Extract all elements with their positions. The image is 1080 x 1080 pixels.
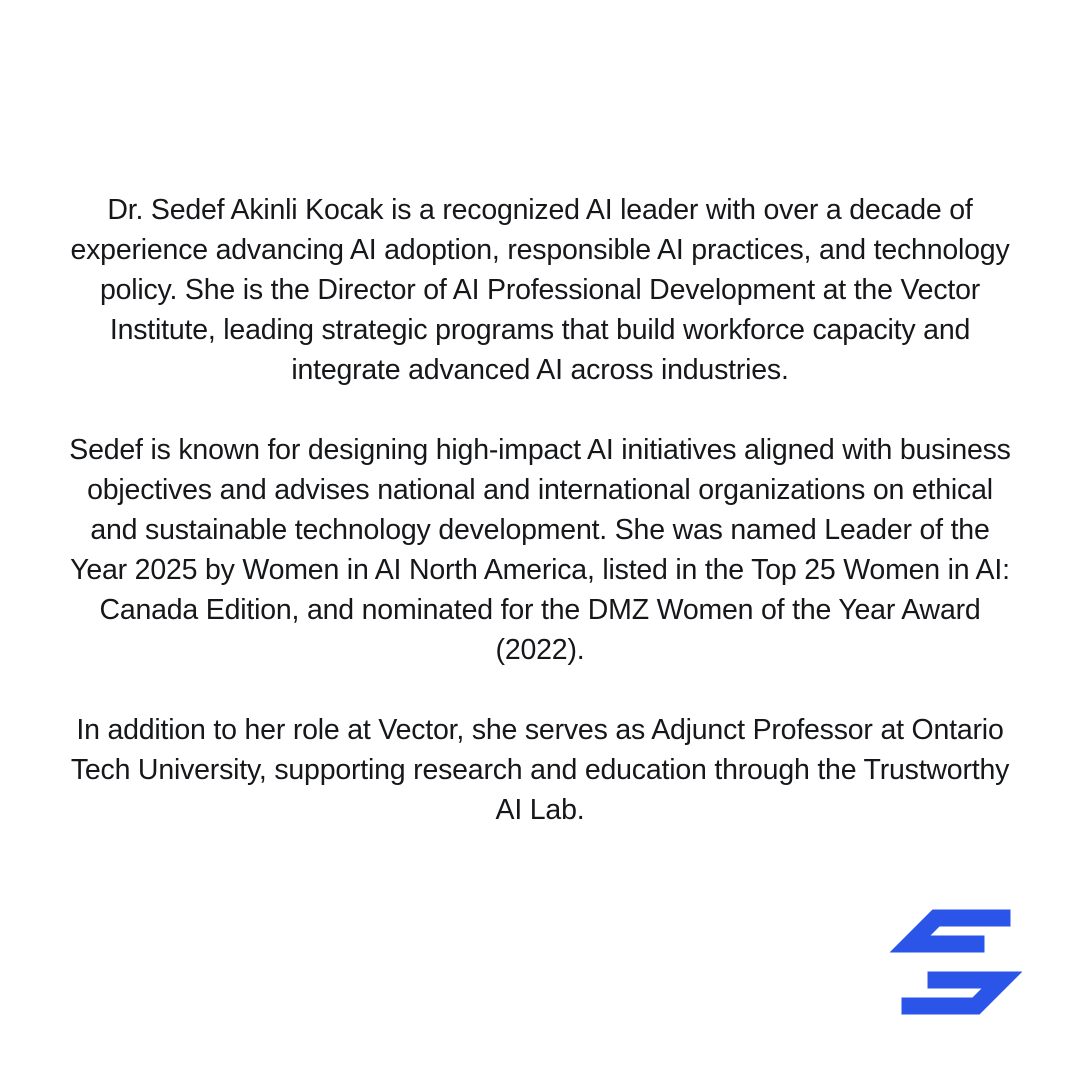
bio-paragraph-3: In addition to her role at Vector, she serves as Adjunct Professor at Ontario Tech University, supporting research and education through the Trustworthy AI Lab. bbox=[70, 714, 1010, 826]
s-monogram-logo bbox=[890, 896, 1022, 1028]
bio-paragraph-2: Sedef is known for designing high-impact AI initiatives aligned with business objectives and advises national and international organizations on ethical and sustainable technology development. She was named Leader of the Year 2025 by Women in AI North America, listed in the Top 25 Women in AI: Canada Edition, and nominated for the DMZ Women of the Year Award (2022). bbox=[69, 434, 1011, 666]
biography-text-block bbox=[68, 190, 1012, 830]
bio-paragraph-1: Dr. Sedef Akinli Kocak is a recognized AI leader with over a decade of experience advancing AI adoption, responsible AI practices, and technology policy. She is the Director of AI Professional Development at the Vector Institute, leading strategic programs that build workforce capacity and integrate advanced AI across industries. bbox=[70, 194, 1010, 386]
